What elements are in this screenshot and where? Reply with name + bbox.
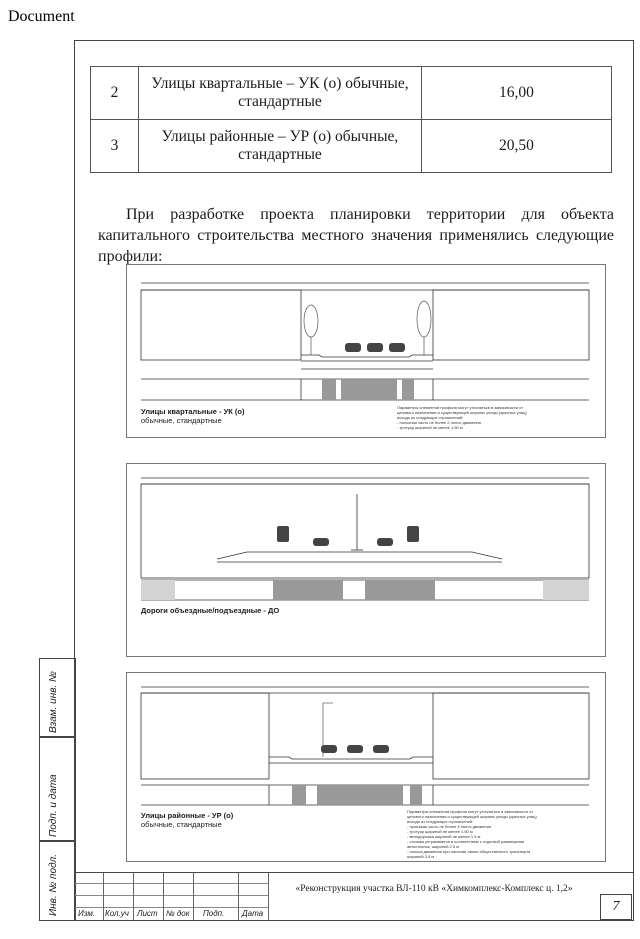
title-block-cell: № док	[163, 873, 194, 920]
profile-drawing-ur	[126, 672, 606, 862]
figure-caption: Дороги объездные/подъездные - ДО	[141, 606, 280, 615]
figure-caption: Улицы квартальные - УК (о) обычные, стандартные	[141, 407, 245, 425]
title-block-cell: Кол.уч	[103, 873, 134, 920]
table-row	[91, 120, 612, 173]
figure-caption: Улицы районные - УР (о) обычные, стандартные	[141, 811, 234, 829]
street-width: 16,00	[421, 67, 611, 120]
profile-drawing-uk	[126, 264, 606, 438]
row-number: 2	[91, 67, 139, 120]
street-type: Улицы квартальные – УК (о) обычные, стандартные	[139, 67, 422, 120]
document-page	[8, 26, 640, 931]
row-number: 3	[91, 120, 139, 173]
cross-section-drawing	[127, 464, 605, 656]
title-block-cell: Подп.	[193, 873, 239, 920]
body-paragraph: При разработке проекта планировки территории для объекта капитального строительства местного значения применялись следующие профили:	[98, 206, 614, 265]
table-row	[91, 67, 612, 120]
street-width: 20,50	[421, 120, 611, 173]
street-width-table	[90, 66, 612, 173]
document-title: «Реконструкция участка ВЛ-110 кВ «Химкомплекс-Комплекс ц. 1,2»	[295, 884, 573, 894]
stamp-podp-data: Подп. и дата	[39, 736, 76, 842]
stamp-inv-podl: Инв. № подл.	[39, 840, 76, 921]
profile-drawing-do	[126, 463, 606, 657]
title-block-cell: Лист	[133, 873, 164, 920]
title-block-cell: Изм.	[75, 873, 104, 920]
street-type: Улицы районные – УР (о) обычные, стандартные	[139, 120, 422, 173]
figure-note: Параметры элементов профиля могут уточняться в зависимости от ценового назначения и существующей ширины улицы (красных улиц) исходя из следующих ограничений: - проезжая часть не более 4 полос движения - тротуар шириной не менее 1.50 м - велодорожка шириной не менее 1.5 м - стоянка устраивается в соответствии с отделкой размещения автостоянок, шириной 2.5 м - полоса движения при наличии линии общественного транспорта шириной 3.5 м	[407, 809, 537, 859]
title-block	[74, 872, 634, 921]
figure-note: Параметры элементов профиля могут уточняться в зависимости от ценового назначения и существующей ширины улицы (красных улиц) исходя из следующих ограничений: - полосная часть не более 2 полос движения - тротуар шириной не менее 1.50 м	[397, 405, 527, 430]
title-block-cell: Дата	[238, 873, 269, 920]
stamp-vzam-inv: Взам. инв. №	[39, 658, 76, 738]
page-number: 7	[600, 894, 632, 920]
